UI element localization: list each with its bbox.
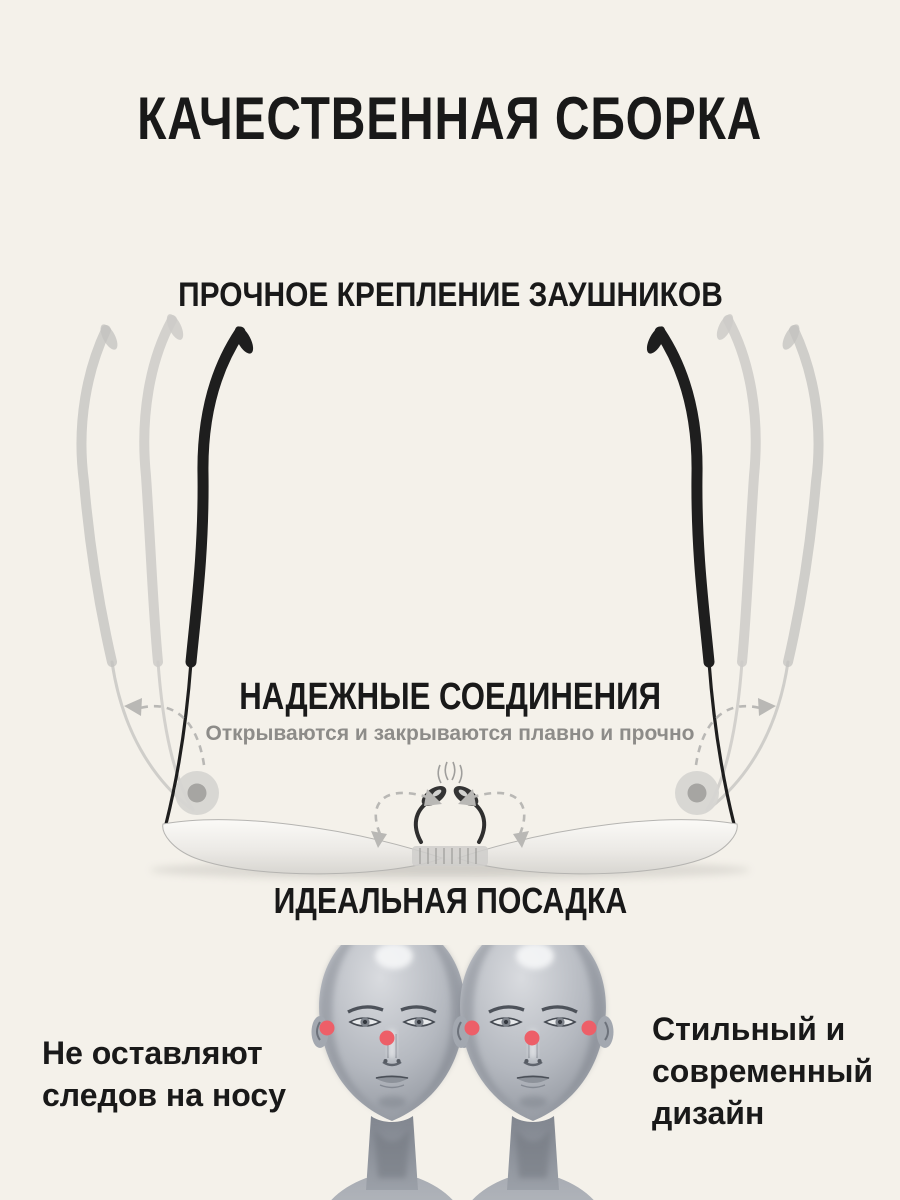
rotation-arrow-pad-right — [458, 789, 529, 848]
fit-point-temple-right — [582, 1021, 597, 1036]
fit-section-heading: ИДЕАЛЬНАЯ ПОСАДКА — [273, 880, 627, 921]
nose-benefit-label: Не оставляют следов на носу — [42, 1035, 286, 1113]
fit-point-nose-left-head — [380, 1031, 395, 1046]
mannequin-head-left — [312, 945, 473, 1200]
design-benefit-label: Стильный и современный дизайн — [652, 1011, 874, 1131]
hinge-point-marker-left — [175, 771, 219, 815]
hinges-section-subheading: Открываются и закрываются плавно и прочно — [205, 722, 695, 745]
temples-section-heading: ПРОЧНОЕ КРЕПЛЕНИЕ ЗАУШНИКОВ — [177, 276, 723, 314]
rotation-arrow-pad-left — [371, 789, 442, 848]
fit-point-nose-right-head — [525, 1031, 540, 1046]
hinge-point-marker-right — [675, 771, 719, 815]
temple-arm-black-right — [643, 324, 734, 824]
hinges-section-heading: НАДЕЖНЫЕ СОЕДИНЕНИЯ — [239, 676, 661, 718]
fit-point-temple-left — [320, 1021, 335, 1036]
fit-point-temple-right-head-left — [465, 1021, 480, 1036]
temple-arm-black-left — [166, 324, 257, 824]
page-title: КАЧЕСТВЕННАЯ СБОРКА — [137, 85, 763, 152]
glasses-top-view-illustration — [0, 310, 900, 890]
mannequin-head-right — [453, 945, 614, 1200]
bridge — [412, 846, 488, 866]
